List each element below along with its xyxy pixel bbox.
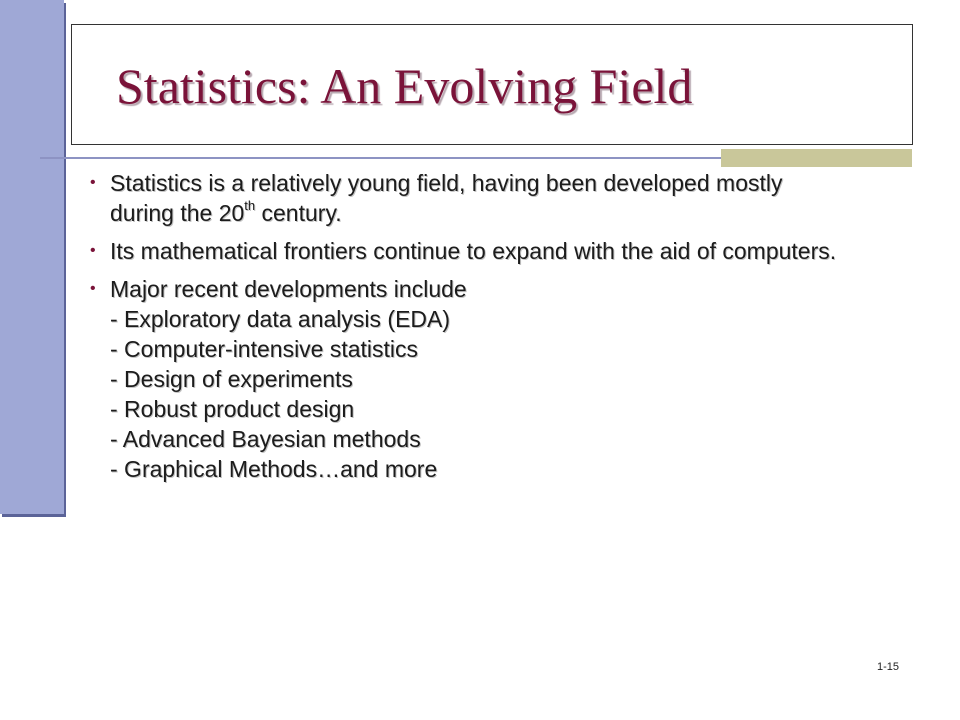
bullet-icon: • [90, 280, 96, 297]
bullet-text [110, 236, 836, 266]
sub-item: - Computer-intensive statistics [110, 336, 419, 362]
sub-item: - Robust product design [110, 396, 355, 422]
bullet-text [110, 168, 782, 228]
bullet-list [90, 168, 956, 484]
sub-item: - Design of experiments [110, 366, 353, 392]
left-sidebar-band [0, 0, 64, 514]
bullet-item [90, 274, 956, 484]
bullet-line [110, 168, 782, 198]
bullet-line [110, 198, 782, 228]
bullet-item [90, 236, 956, 266]
accent-bar [721, 149, 912, 167]
bullet-icon: • [90, 174, 96, 191]
sub-item: - Graphical Methods…and more [110, 456, 438, 482]
page-number: 1-15 [877, 661, 900, 673]
bullet-line: Its mathematical frontiers continue to expand with the aid of computers. [110, 238, 837, 264]
title-box [71, 24, 913, 145]
sub-item: - Exploratory data analysis (EDA) [110, 306, 451, 332]
slide-title: Statistics: An Evolving Field [116, 58, 693, 114]
bullet-line: Major recent developments include [110, 276, 467, 302]
bullet-icon: • [90, 242, 96, 259]
bullet-text [110, 274, 467, 484]
bullet-text-part: Statistics is a relatively young field, having been developed mostly [110, 170, 783, 196]
bullet-text-part: century. [255, 200, 342, 226]
sub-item: - Advanced Bayesian methods [110, 426, 421, 452]
superscript: th [244, 198, 256, 214]
bullet-item [90, 168, 956, 228]
bullet-text-part: during the 20 [110, 200, 245, 226]
